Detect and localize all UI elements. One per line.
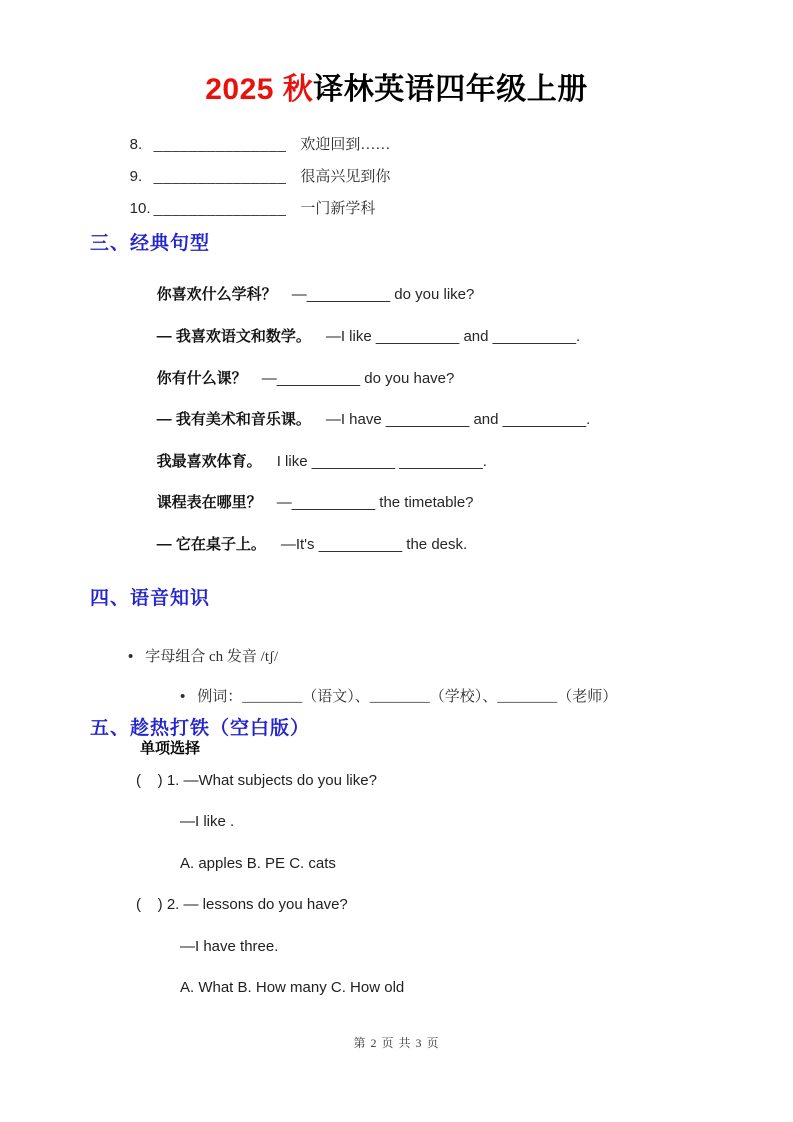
chinese-prompt: 课程表在哪里？ [156, 494, 262, 511]
english-blank-sentence: —__________ do you like? [291, 286, 475, 303]
item-chinese-hint: 欢迎回到…… [300, 137, 391, 153]
english-blank-sentence: —It's __________ the desk. [280, 536, 468, 553]
mcq-2-reply: —I have three. [180, 938, 279, 955]
page-number-footer: 第 2 页 共 3 页 [353, 1036, 440, 1050]
item-number: 8. [129, 136, 143, 153]
english-blank-sentence: —I like __________ and __________. [325, 328, 581, 345]
bullet-icon: • [180, 688, 186, 705]
chinese-prompt: — 我喜欢语文和数学。 [156, 328, 311, 345]
chinese-prompt: 你有什么课？ [156, 370, 247, 387]
item-chinese-hint: 很高兴见到你 [300, 169, 391, 185]
fill-blank: _______________ [153, 168, 287, 185]
mcq-2-options: A. What B. How many C. How old [180, 979, 405, 996]
section-3-heading: 三、经典句型 [90, 233, 211, 254]
exercise-type-label: 单项选择 [140, 740, 201, 757]
bullet-icon: • [128, 648, 134, 665]
item-number: 10. [129, 200, 151, 217]
item-chinese-hint: 一门新学科 [300, 201, 376, 217]
chinese-prompt: 你喜欢什么学科？ [156, 286, 277, 303]
phonics-rule-text: 字母组合 ch 发音 /tʃ/ [145, 649, 279, 665]
chinese-prompt: 我最喜欢体育。 [156, 453, 262, 470]
title-book-name: 译林英语四年级上册 [313, 73, 588, 106]
chinese-prompt: — 我有美术和音乐课。 [156, 411, 311, 428]
chinese-prompt: — 它在桌子上。 [156, 536, 266, 553]
document-title [0, 64, 793, 108]
mcq-2-stem: ( ) 2. — lessons do you have? [136, 896, 348, 913]
section-5-heading: 五、趁热打铁（空白版） [90, 718, 311, 739]
item-number: 9. [129, 168, 143, 185]
english-blank-sentence: —__________ do you have? [261, 370, 455, 387]
fill-blank: _______________ [153, 136, 287, 153]
english-blank-sentence: —I have __________ and __________. [325, 411, 591, 428]
title-year-season: 2025 秋 [205, 73, 314, 106]
phonics-examples-text: 例词：________（语文）、________（学校）、________（老师） [197, 689, 618, 705]
mcq-1-stem: ( ) 1. —What subjects do you like? [136, 772, 377, 789]
fill-blank: _______________ [153, 200, 287, 217]
english-blank-sentence: —__________ the timetable? [276, 494, 474, 511]
sentence-line-7 [140, 513, 467, 576]
mcq-1-reply: —I like . [180, 813, 235, 830]
section-4-heading: 四、语音知识 [90, 588, 211, 609]
english-blank-sentence: I like __________ __________. [276, 453, 487, 470]
mcq-1-options: A. apples B. PE C. cats [180, 855, 336, 872]
